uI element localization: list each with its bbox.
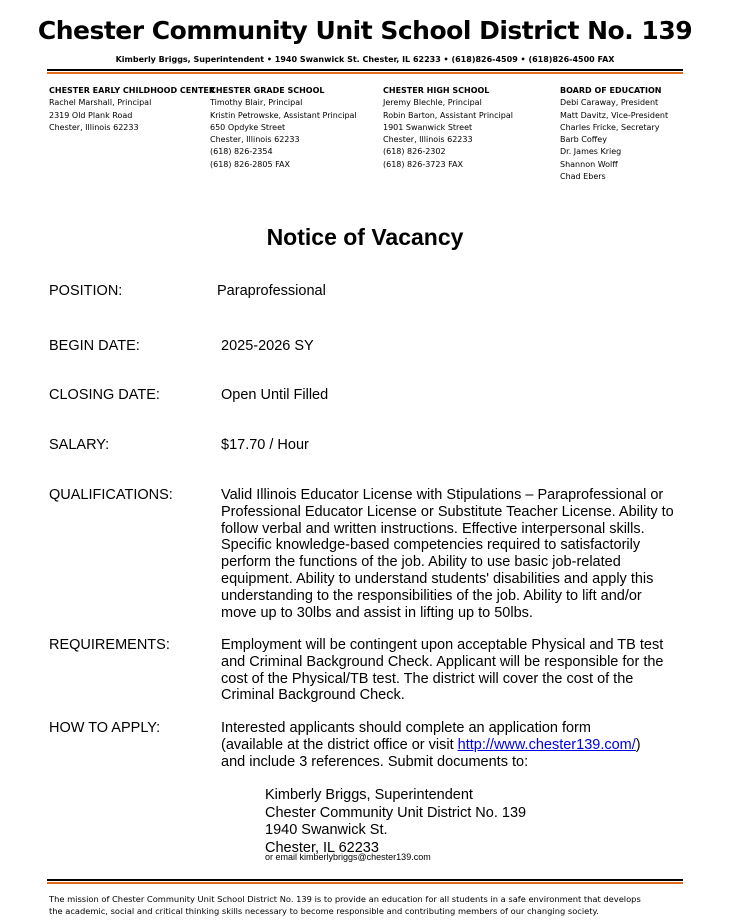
school-line: 650 Opdyke Street [210,122,286,132]
header-rule-accent [47,72,683,74]
text-line: follow verbal and written instructions. Effective interpersonal skills. [221,520,645,537]
text-line: and include 3 references. Submit documents to: [221,753,529,770]
school-name: CHESTER EARLY CHILDHOOD CENTER [49,86,216,95]
school-line: Chester, Illinois 62233 [383,135,473,145]
school-line: 1901 Swanwick Street [383,122,473,132]
footer-rule-dark [47,879,683,881]
closing-date-label: CLOSING DATE: [49,387,160,403]
text-line: perform the functions of the job. Ability to use basic job-related [221,554,621,571]
text-line: Specific knowledge-based competencies required to satisfactorily [221,537,641,554]
board-member: Dr. James Krieg [560,147,622,157]
school-line: Rachel Marshall, Principal [49,98,152,108]
address-line: Kimberly Briggs, Superintendent [265,787,473,803]
address-line: Chester Community Unit District No. 139 [265,804,527,821]
text-line [221,737,641,754]
address-line: 1940 Swanwick St. [265,822,388,838]
district-contact-line: Kimberly Briggs, Superintendent • 1940 Swanwick St. Chester, IL 62233 • (618)826-4509 • (618)826-4500 FAX [115,55,615,64]
school-name: CHESTER HIGH SCHOOL [383,86,490,95]
begin-date-value: 2025-2026 SY [221,338,314,354]
school-line: (618) 826-3723 FAX [383,159,463,169]
board-member: Debi Caraway, President [560,98,659,108]
text-line: Professional Educator License or Substitute Teacher License. Ability to [221,503,674,520]
district-website-link[interactable]: http://www.chester139.com/ [457,736,636,753]
begin-date-label: BEGIN DATE: [49,338,140,354]
text-line: and Criminal Background Check. Applicant will be responsible for the [221,653,664,670]
district-title: Chester Community Unit School District No. 139 [37,16,693,45]
text-line: understanding to the responsibilities of the job. Ability to lift and/or [221,587,642,604]
how-to-apply-label: HOW TO APPLY: [49,720,161,736]
mission-statement [49,893,641,918]
school-column-grade-school [210,85,357,171]
school-column-high-school [383,85,513,171]
board-member: Matt Davitz, Vice-President [560,110,669,120]
board-member: Charles Fricke, Secretary [560,122,660,132]
how-to-apply-text [221,720,641,770]
notice-title: Notice of Vacancy [266,224,464,250]
text-line: Employment will be contingent upon acceptable Physical and TB test [221,637,664,653]
text-line: Interested applicants should complete an application form [221,720,591,736]
address-line: Chester, IL 62233 [265,839,379,856]
school-name: CHESTER GRADE SCHOOL [210,86,325,95]
header-rule-dark [47,69,683,71]
school-line: Chester, Illinois 62233 [210,135,300,145]
requirements-text [221,637,663,704]
qualifications-label: QUALIFICATIONS: [49,487,173,503]
position-value: Paraprofessional [217,283,326,299]
school-line: (618) 826-2354 [210,147,273,157]
closing-date-value: Open Until Filled [221,387,329,403]
board-member: Barb Coffey [560,135,607,145]
footer-rule-accent [47,882,683,884]
text-fragment: ) [635,736,641,753]
board-of-education-column [560,85,668,183]
board-member: Chad Ebers [560,172,606,182]
board-member: Shannon Wolff [560,159,618,169]
school-line: Robin Barton, Assistant Principal [383,110,513,120]
text-fragment: (available at the district office or visit [221,736,458,753]
school-name: BOARD OF EDUCATION [560,86,662,95]
school-column-early-childhood [49,85,215,134]
text-line: equipment. Ability to understand students' disabilities and apply this [221,570,654,587]
school-line: 2319 Old Plank Road [49,110,133,120]
salary-label: SALARY: [49,437,110,453]
school-line: Jeremy Blechle, Principal [383,98,482,108]
contact-email: or email kimberlybriggs@chester139.com [265,852,431,862]
mission-line: the academic, social and critical thinking skills necessary to become responsible and contributing members of our changing society. [49,906,599,917]
mission-line: The mission of Chester Community Unit School District No. 139 is to provide an education for all students in a safe environment that develops [49,894,641,904]
text-line: Criminal Background Check. [221,687,405,704]
school-line: (618) 826-2302 [383,147,446,157]
requirements-label: REQUIREMENTS: [49,637,170,653]
position-label: POSITION: [49,283,123,299]
school-line: Timothy Blair, Principal [210,98,303,108]
salary-value: $17.70 / Hour [221,437,309,453]
school-line: Chester, Illinois 62233 [49,122,139,132]
text-line: cost of the Physical/TB test. The district will cover the cost of the [221,670,634,687]
school-line: (618) 826-2805 FAX [210,159,290,169]
mailing-address [265,787,526,857]
text-line: Valid Illinois Educator License with Stipulations – Paraprofessional or [221,487,664,503]
text-line: move up to 30lbs and assist in lifting up to 50lbs. [221,604,533,621]
school-line: Kristin Petrowske, Assistant Principal [210,110,357,120]
qualifications-text [221,487,674,621]
